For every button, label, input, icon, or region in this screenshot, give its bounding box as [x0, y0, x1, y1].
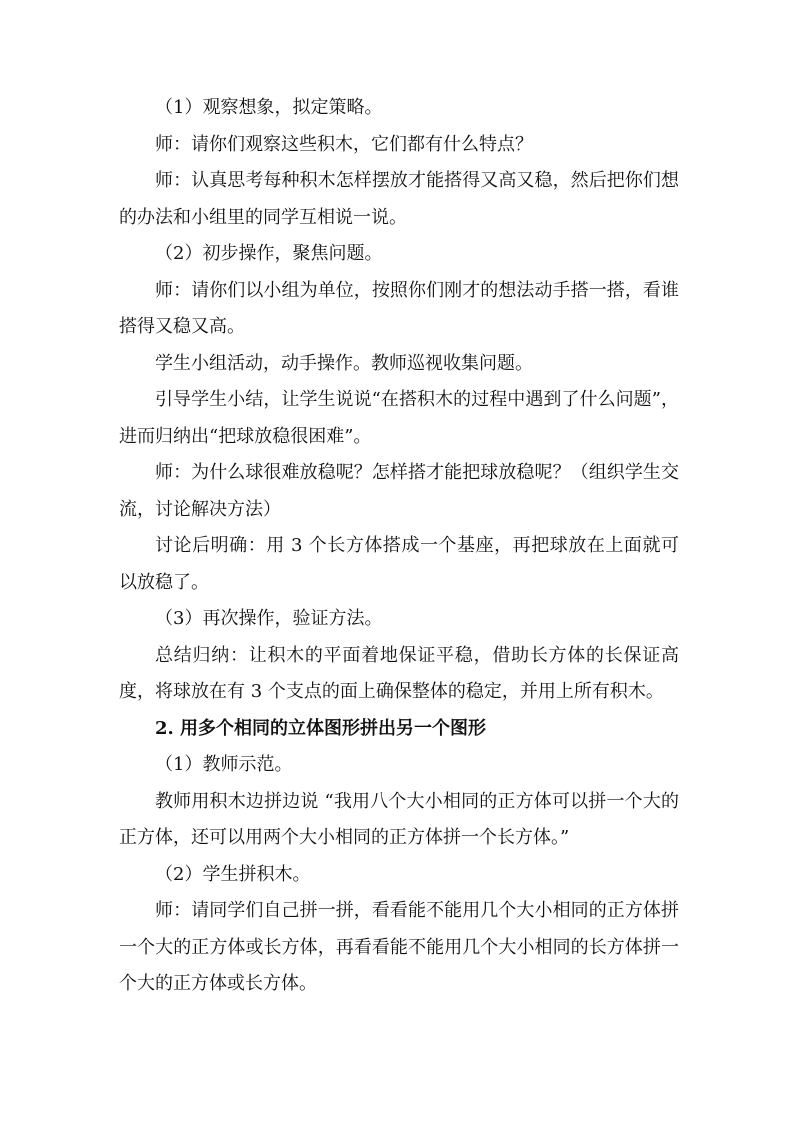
activity-line: 学生小组活动，动手操作。教师巡视收集问题。 — [155, 352, 533, 374]
step-1-heading: （1）观察想象，拟定策略。 — [155, 97, 383, 118]
teacher-line: 师：为什么球很难放稳呢？怎样搭才能把球放稳呢？（组织学生交流，讨论解决方法） — [119, 462, 679, 520]
substep-1-heading: （1）教师示范。 — [155, 754, 293, 775]
substep-2-heading: （2）学生拼积木。 — [155, 863, 311, 885]
teacher-line: 师：认真思考每种积木怎样摆放才能搭得又高又稳，然后把你们想的办法和小组里的同学互相说一说。 — [119, 170, 679, 228]
summary-line: 引导学生小结，让学生说说“在搭积木的过程中遇到了什么问题”，进而归纳出“把球放稳很困难”。 — [119, 389, 679, 447]
summary-line: 总结归纳：让积木的平面着地保证平稳，借助长方体的长保证高度，将球放在有 3 个支点的面上确保整体的稳定，并用上所有积木。 — [119, 644, 679, 702]
conclusion-line: 讨论后明确：用 3 个长方体搭成一个基座，再把球放在上面就可以放稳了。 — [119, 535, 679, 593]
teacher-line: 师：请同学们自己拼一拼，看看能不能用几个大小相同的正方体拼一个大的正方体或长方体，再看看能不能用几个大小相同的长方体拼一个大的正方体或长方体。 — [119, 900, 679, 994]
document-body — [119, 90, 679, 1003]
teacher-line: 师：请你们观察这些积木，它们都有什么特点？ — [155, 133, 533, 155]
teacher-line: 师：请你们以小组为单位，按照你们刚才的想法动手搭一搭，看谁搭得又稳又高。 — [119, 279, 679, 337]
step-2-heading: （2）初步操作，聚焦问题。 — [155, 243, 383, 264]
teacher-demo-line: 教师用积木边拼边说 “我用八个大小相同的正方体可以拼一个大的正方体，还可以用两个大小相同的正方体拼一个长方体。” — [119, 790, 679, 848]
step-3-heading: （3）再次操作，验证方法。 — [155, 608, 383, 629]
section-2-heading: 2. 用多个相同的立体图形拼出另一个图形 — [155, 717, 487, 739]
